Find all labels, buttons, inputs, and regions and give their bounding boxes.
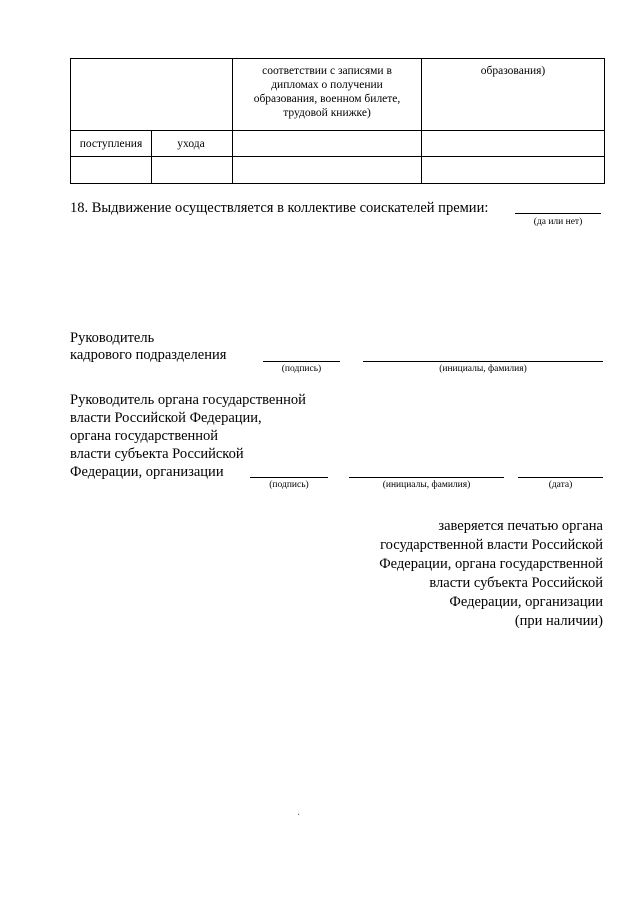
- table-border-left: [70, 58, 71, 184]
- table-col-divider: [151, 130, 152, 184]
- table-border-right: [604, 58, 605, 184]
- org-head-title-line: органа государственной: [70, 428, 219, 444]
- seal-note-line: заверяется печатью органа: [438, 518, 603, 534]
- seal-note-line: Федерации, организации: [449, 594, 603, 610]
- hr-head-title-line1: Руководитель: [70, 330, 155, 346]
- org-date-caption: (дата): [548, 480, 573, 490]
- seal-note: [330, 517, 603, 631]
- org-date-line: [518, 477, 603, 478]
- item-18-hint: (да или нет): [533, 217, 583, 227]
- org-signature-line: [250, 477, 328, 478]
- org-head-title: [70, 391, 370, 481]
- hr-signature-caption: (подпись): [281, 364, 322, 374]
- org-name-line: [349, 477, 504, 478]
- item-18-answer-line: [515, 213, 601, 214]
- table-border-top: [70, 58, 605, 59]
- seal-note-line: государственной власти Российской: [380, 537, 603, 553]
- item-18-text: 18. Выдвижение осуществляется в коллективе соискателей премии:: [70, 200, 489, 216]
- org-signature-caption: (подпись): [269, 480, 309, 490]
- hr-head-title-line2: кадрового подразделения: [70, 347, 227, 363]
- table-cell-right-header: образования): [480, 65, 546, 77]
- career-table: [70, 58, 605, 184]
- org-head-title-line: Руководитель органа государственной: [70, 392, 306, 408]
- org-head-title-line: власти Российской Федерации,: [70, 410, 262, 426]
- table-col-leaving: ухода: [177, 138, 205, 150]
- hr-name-caption: (инициалы, фамилия): [439, 364, 527, 374]
- seal-note-line: (при наличии): [514, 613, 603, 629]
- scan-mark: ·: [297, 810, 301, 821]
- seal-note-line: власти субъекта Российской: [429, 575, 603, 591]
- table-cell-middle-header: соответствии с записями в дипломах о получении образования, военном билете, трудовой книжке): [253, 65, 401, 119]
- seal-note-line: Федерации, органа государственной: [379, 556, 603, 572]
- hr-signature-line: [263, 361, 340, 362]
- table-col-admission: поступления: [79, 138, 143, 150]
- org-head-title-line: власти субъекта Российской: [70, 446, 244, 462]
- table-col-divider: [232, 58, 233, 184]
- org-head-title-line: Федерации, организации: [70, 464, 224, 480]
- hr-name-line: [363, 361, 603, 362]
- org-name-caption: (инициалы, фамилия): [382, 480, 471, 490]
